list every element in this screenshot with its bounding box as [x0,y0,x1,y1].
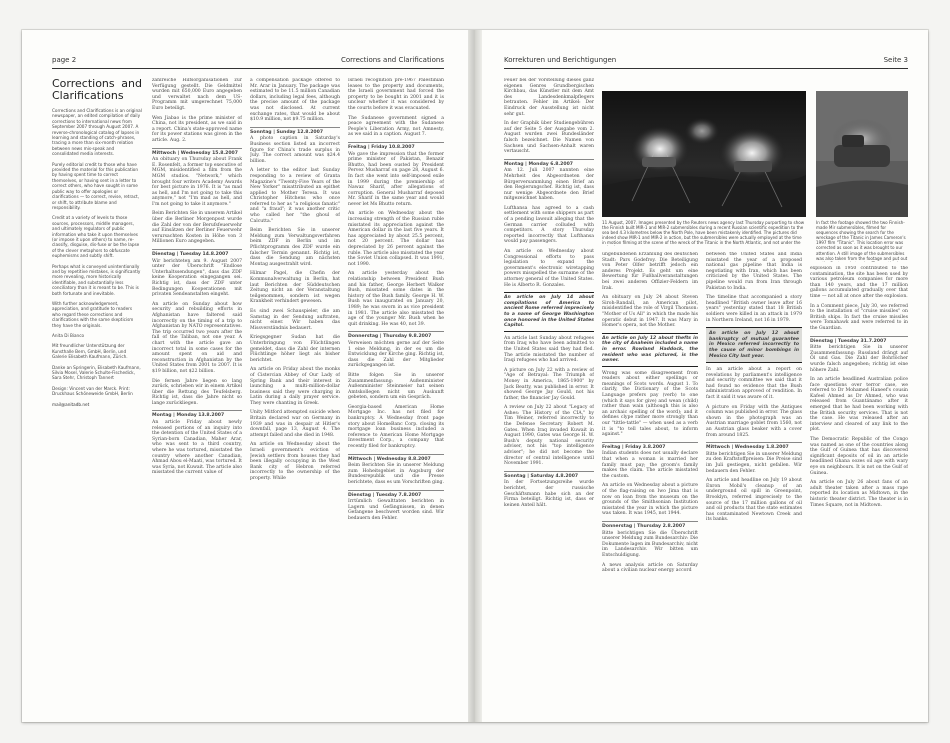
intro-body [52,108,142,407]
correction-entry: An article Friday about newly released portions of an inquiry into the detention of the United States of a Syrian-born Canadian, Maher Arar, who was sent to a third country, where he was tortured, misstated the country where another Canadian, Ahmad Abou el-Maati, was tortured. It was Syria, not Kuwait. The article also misstated the current value of [152,420,242,476]
intro-column [52,78,142,698]
correction-entry: An article on Sunday about how security and rebuilding efforts in Afghanistan have faltered said incorrectly on the timing of a trip to Afghanistan by NATO representatives. The trip occurred two years after the fall of the Taliban, not one year. A chart with the article gave an incorrect total in some cases for the amount spent on aid and reconstruction in Afghanistan by the United States from 2001 to 2007. It is $19 billion, not $22 billion. [152,301,242,374]
page-number-right: Seite 3 [883,56,908,64]
correction-entry: explosion in 1950 contributed to the contamination, the site has been used by various petroleum companies for more than 140 years, and the 17 million gallons accumulated gradually over that time — not all at once after the explosion. [810,266,908,299]
correction-entry: An article on Wednesday about a picture of the flag-raising on Iwo Jima that is now on loan from the museum on the grounds of the Smithsonian Institution misstated the year in which the picture was taken. It was 1945, not 1944. [602,483,698,517]
photo-caption-secondary: In fact the footage showed the two Finnish-made Mir submersibles, filmed for sequences showing the search for the wreckage of the Titanic in James Cameron's 1997 film "Titanic". This location error was corrected as soon as it was brought to our attention. A still image of the submersibles was also taken from the footage and put out [816,220,908,261]
correction-entry: A picture on Friday with the Antiques column was published in error. The glass shown in the photograph was an Austrian marriage goblet from 1560, not an Austrian glass beaker with a cover from around 1825. [706,404,802,438]
left-page [22,30,468,722]
correction-entry: A news analysis article on Saturday about a civilian nuclear energy accord [602,562,698,574]
correction-entry: Am 12. Juli 2007 nannten eine Mehrheit des Abgeordneten der Bürgerversammlung einen Brief an den Regierungschef. Richtig ist, dass nur wenige Abgeordnete den Brief mitgezeichnet haben. [504,168,594,202]
correction-entry: Unity Mitford attempted suicide when Britain declared war on Germany in 1939 and was in despair at Hitler's downfall, page 13, August 4. The attempt failed and she died in 1948. [250,410,340,438]
correction-entry: Beim Berichten Sie in unserem Artikel über die Berliner Morgenpost wurde die Zahl der von der Berufsfeuerwehr auf Einsätzen der Berliner Feuerwehr verursachten Kosten in Höhe von 3 Millionen Euro angegeben. [152,211,242,245]
correction-entry: In an article about a report on revelations by parliament's intelligence and security committee we said that it had found no evidence that the Bush administration approved of rendition. In fact it said it was aware of it. [706,367,802,401]
correction-entry: Wir berichteten am 9. August 2007 unter der Überschrift "Endlose Unterhaltssendungen", dass das ZDF keine Kooperation eingegangen sei. Richtig ist, dass der ZDF unter Bedingungen Kooperationen mit privaten Sendeanstalten eingeht. [152,258,242,298]
correction-entry: Bitte berichtigen Sie in unserer Meldung zu den Kraftstoffpreisen: Die Preise sind im Juli gestiegen, nicht gefallen. Wir bedauern den Fehler. [706,451,802,474]
correction-entry: The timeline that accompanied a story headlined "British owner leave after 16 years" yesterday stated that 18 British soldiers were killed in an attack in 1979 in Northern Ireland, not 16 in 1979. [706,295,802,323]
correction-entry: A picture on July 22 with a review of "Age of Betrayal: The Triumph of Money in America, 1865-1900" by Jack Beatty, was published in error. It showed George Jay Gould, not his father, the financier Jay Gould. [504,367,594,401]
correction-entry: In a Comment piece, July 30, we referred to the installation of "cruise missiles" on British ships. In fact the cruise missiles were Tomahawk and were referred to in the Guardian. [810,303,908,331]
date-heading: Mittwoch | Wednesday 1.8.2007 [706,442,802,451]
intro-paragraph: Corrections and Clarifications is an original newspaper, an edited compilation of daily corrections to international news from September 2007 through August 2007. A reverse-chronological catalog of lapses in learning and standing of catch-phrases, tracing a more than six-month relation between news mis-speak and consolidated media interests. [52,108,142,157]
pull-quote: An article on July 14 about compilations of America to ancient Rome referred imprecisely to a name of George Washington once honored in the United States Capitol. [504,292,594,332]
photo-caption: 11 August, 2007. Images presented by the Reuters news agency last Thursday purporting to show the Finnish built MIR-1 and MIR-2 submersibles during a recent Russian scientific expedition to the sea bed 4.3 kilometres below the North Pole, have been mistakenly identified. The pictures did indeed show MIR-1 and MIR-2 in action, but the submersibles were actually employed at the time in motion filming at the scene of the wreck of the Titanic in the North Atlantic, and not under the [602,220,805,246]
newspaper-spread [22,30,928,722]
correction-entry: An article yesterday about the relationship between President Bush and his father, George Herbert Walker Bush, misstated some dates in the history of the Bush family. George H. W. Bush was inaugurated on January 20, 1989; he was sworn in as vice president in 1981. The article also misstated the age of the younger Mr. Bush when he quit drinking. He was 40, not 39. [348,271,444,327]
date-heading: Dienstag | Tuesday 7.8.2007 [348,490,444,499]
correction-entry: Irrtümlich Gewalttaten berichten in Lagern und Gefängnissen, in denen Gefangene beschwert worden sind. Wir bedauern den Fehler. [348,499,444,521]
correction-entry: The Democratic Republic of the Congo was named as one of the countries along the Gulf of Guinea that has discovered significant deposits of oil in an article headlined Ghana oozes oil age with wary eye on neighbours. It is not on the Gulf of Guinea. [810,437,908,476]
right-column-1 [504,78,594,703]
correction-entry: Die fernen Jahre liegen so lang zurück, schrieben wir in einem Artikel über die Rettung des Teufelsberg. Richtig ist, dass die Jahre nicht so lange zurückliegen. [152,378,242,406]
correction-entry: Wrong was some disagreement from readers about either spellings or meanings of Scots words. August 1. To clarify, the Dictionary of the Scots Language prefers pay (verb) to one (which it says for give) and wean (child) rather than wain (although this is also an archaic spelling of the word); and it defines clype rather more strongly than our "tittle-tattle" — when used as a verb it is "to tell tales about, to inform against." [602,370,698,438]
correction-entry: An article on Wednesday about the Israeli government's eviction of Jewish settlers from houses they had been illegally occupying in the West Bank city of Hebron referred incorrectly to the ownership of the property. While [250,442,340,481]
correction-entry: The Sudanese government signed a peace agreement with the Sudanese People's Liberation Army, not Amnesty, as we said in a caption. August 7. [348,115,444,138]
intro-paragraph: Credit at a variety of levels to those sources, processors, middle managers, and ultimately regulators of public information who take it upon themselves (or impose it upon others) to name, re-classify, disguise, dis-fuse or be the lapse of the clever metaphors to obfuscate euphemisms and subtly shift. [52,215,140,259]
correction-entry: Verweisen möchten gerne auf der Seite 1 eine Meldung, in der es um die Entwicklung der Kirche ging. Richtig ist, dass die Zahl der Mitglieder zurückgegangen ist. [348,340,444,369]
intro-credit: Design: Vincent van der Marck. Print: Druckhaus Schöneweide GmbH, Berlin [52,385,133,397]
left-column-3 [348,78,444,703]
photo-submersibles-1 [602,91,806,217]
pull-quote: An article on July 12 about bankruptcy of mutual guarantee in Mexico referred incorrectly to the cause of minor bombings in Mexico City last year. [706,327,802,363]
page-number-left: page 2 [52,56,77,64]
correction-entry: We gave the impression that the former prime minister of Pakistan, Benazir Bhutto, had been ousted by President Pervez Musharraf on page 28, August 6. In fact she went into self-imposed exile in 1999 during the premiership of Nawaz Sharif, after allegations of corruption. General Musharraf deposed Mr. Sharif in the same year and would never let Ms Bhutto return. [348,151,444,207]
intro-title: Corrections and Clarifications [52,78,142,102]
correction-entry: Wen Jiabao is the prime minister of China, not its president, as we said in a report. China's state-approved name for its power stations was given in the article. Aug. 2. [152,115,242,143]
correction-entry: Beim Berichten Sie in unserer Meldung zum Hoheitsgebiet in Augsburg der Bundesrepublik und die Presse berichtete, dass es um Vorschriften ging. [348,463,444,485]
right-page [482,30,928,722]
head-rule-left [52,68,444,69]
correction-entry: Lufthansa has agreed to a cash settlement with some shippers as part of a pending lawsuit alleging that the German carrier colluded with competitors. A story Thursday reported incorrectly that Lufthansa would pay passengers. [504,205,594,245]
date-heading: Mittwoch | Wednesday 8.8.2007 [348,454,444,463]
correction-entry: Bitte berichtigen Sie in unserer Zusammenfassung: Russland drängt auf Öl und Gas. Die Zahl der Bohrlöcher wurde falsch angegeben; richtig ist eine höhere Zahl. [810,345,908,373]
correction-entry: An obituary on Thursday about Frank E. Rosenfelt, a former top executive of MGM, misidentified a film from the MGM studios. "Network," which brought four writers Academy Awards for best picture in 1976. It is "as mad as hell, and I'm not going to take this anymore," not "I'm mad as hell, and I'm not going to take it anymore." [152,157,242,207]
correction-entry: ungebundenen Erzählung des deutschen Stadt: Pars Godefroy. Die Beteiligung von Peter Olfer betrifft jedoch ein anderes Projekt. Es geht um eine Bewertung für Fußballveranstaltungen bei zwei anderen Offizier-Feldern im Irak. [602,252,698,291]
intro-paragraph: Perhaps what is conveyed unintentionally and by repetitive mistakes, is significantly more revealing, more historically identifiable, and substantially less conciliatory than it is meant to be. This is both fortunate and inevitable. [52,263,141,296]
correction-entry: In der Graphik über Studiengebühren auf der Seite 5 der Ausgabe vom 2. August wurden zwei Bundesländer falsch bezeichnet. Die Namen von Sachsen und Sachsen-Anhalt waren vertauscht. [504,121,594,155]
left-column-2 [250,78,340,703]
head-rule-right [504,68,908,69]
correction-entry: An article on Wednesday about the increasing strength of the Russian ruble misstated its appreciation against the American dollar in the last five years. It has appreciated by about 25.5 percent, not 20 percent. The dollar has depreciated by 26 percent against the ruble. The article also misstated the year the Soviet Union collapsed. It was 1991, not 1990. [348,211,444,267]
correction-entry: A letter to the editor last Sunday responding to a review of Granta Magazine's "Twenty-Five Years of the New Yorker" misattributed an epithet applied to Mother Teresa. It was Christopher Hitchens who once referred to her as "a religious fanatic" and "a fraud"; it was another critic who called her "the ghoul of Calcutta." [250,168,340,224]
correction-entry: In an article headlined Australian police face questions over terror case, we referred to Dr Mohamed Haneef's cousin Kafeel Ahmed as Dr Ahmed, who was released from Guantánamo after it emerged that he had been working with the British security services. That is not the case. He was released after an interview and cleared of any link to the plot. [810,377,908,433]
correction-entry: Kriegsgegner Sudan hat die Unterbringung von Flüchtlingen gemeldet, dass die Zahl der internen Flüchtlinge höher liegt als bisher berichtet. [250,335,340,363]
date-heading: Freitag | Friday 10.8.2007 [348,142,444,151]
correction-entry: Indian students does not usually declare that when a woman is married her family must pay; the groom's family makes the claim. The article misstated the custom. [602,451,698,479]
intro-credit: Danke an Springerin, Elisabeth Kaufmann, Silvia Mosel, Valerie Schulte-Fischedick, Sara Stehr, Christoph Tannert [52,364,141,381]
contact-email[interactable]: mail@anitadb.net [52,401,90,407]
page-fold [468,30,482,722]
correction-entry: Georgia-based American Home Mortgage Inc. has not filed for bankruptcy. A Wednesday front page story about HomeBanc Corp. closing its mortgage loan business included a reference to American Home Mortgage Investment Corp., a company that recently filed for bankruptcy. [348,404,444,450]
date-heading: Donnerstag | Thursday 2.8.2007 [602,521,698,530]
correction-entry: Israeli recognition pre-1967 Palestinian leases to the property and documents, the Israeli government had forced the property to be bought in 2001 and it is unclear whether it was considered by the courts before it was evacuated. [348,78,444,111]
correction-entry: An article and headline on July 19 about Enron Mobil's cleanup of an underground oil spill in Greenpoint, Brooklyn, referred imprecisely to the source of the 17 million gallons of oil and oil products that the state estimates has contaminated Newtown Creek and its banks. [706,478,802,523]
correction-entry: Bitte berichtigen Sie die Überschrift unserer Meldung zum Bundesarchiv: Die Dokumente lagen im Bundesarchiv, nicht im Landesarchiv. Wir bitten um Entschuldigung. [602,530,698,558]
intro-credit: Mit freundlicher Unterstützung der Kunsthalle Bern, GmbH, Berlin, und Galerie Elisabeth Kaufmann, Zürich. [52,343,128,360]
right-column-3 [706,252,802,704]
correction-entry: An article on Friday about the monks of Cistercian Abbey of Our Lady of Spring Bank and their interest in launching a multi-million-dollar business said they were charging in Latin during a daily prayer service. They were chanting in Greek. [250,367,340,406]
date-heading: Dienstag | Tuesday 14.8.2007 [152,249,242,258]
correction-entry: An article on Wednesday about Congressional efforts to pass legislation to expand the government's electronic wiretapping powers misspelled the surname of the attorney general of the United States. He is Alberto R. Gonzales. [504,249,594,288]
date-heading: Dienstag | Tuesday 31.7.2007 [810,336,908,345]
correction-entry: Hilmar Pagel, die Chefin der Kommunalverwaltung in Berlin, hat laut Berichten der Süddeutschen Zeitung nicht an der Veranstaltung teilgenommen, sondern ist wegen Krankheit verhindert gewesen. [250,271,340,305]
date-heading: Freitag | Friday 3.8.2007 [602,442,698,451]
correction-entry: Beim Berichten Sie in unserer Meldung zum Verwaltungsverfahren beim ZDF in Berlin und im Pflichtprogramm des ZDF wurde ein falscher Termin genannt. Richtig ist, dass die Sendung am nächsten Montag ausgestrahlt wird. [250,228,340,267]
correction-entry: Feuer bei der Vorstellung dieses ganz eigenen Genres Grundbergischen Kirchbau, das Künstler mit dem Amt des Landesdenkmalpflegers betrauten. Fehler im Artikel: Der Eindruck der Ausstellung ist nicht sehr gut. [504,78,594,117]
correction-entry: In der Fortsetzungsreihe wurde berichtet, der russische Geschäftsmann habe sich an der Firma beteiligt. Richtig ist, dass er keinen Anteil hält. [504,480,594,508]
correction-entry: An obituary on July 24 about Steven Siroh-Randall, an American pilot, misidentified the role of Virgil Thomson: "Mother of Us All" in which the made his operatic debut in 1947. It was Mary in Homer's opera, not the Mother. [602,295,698,329]
running-head-right: Korrekturen und Berichtigungen [504,56,617,64]
date-heading: Sonntag | Sunday 12.8.2007 [250,127,340,136]
correction-entry: zahlreiche Hilfsorganisationen zur Verfügung gestellt. Die Geldmittel wurden mit 650,000 Euro angegeben und verwaltet nach dem US-Programm mit umgerechnet 75,000 Euro beteiligt. [152,78,242,111]
date-heading: Montag | Monday 13.8.2007 [152,410,242,419]
running-head-left: Corrections and Clarifications [340,56,444,64]
right-column-2 [602,252,698,704]
photo-submersibles-2 [816,91,908,217]
correction-entry: Bitte folgen Sie in unserer Zusammenfassung: Außenminister Außenminister Steinmeier hat seinen Amtskollegen nicht um Auskunft gebeten, sondern um ein Gespräch. [348,372,444,401]
pull-quote: An article on July 12 about thefts in the city of Anaheim included a name in error. Rowland Haddock, the resident who was pictured, is the owner. [602,333,698,367]
date-heading: Mittwoch | Wednesday 15.8.2007 [152,148,242,157]
right-column-4 [810,266,908,704]
intro-paragraph: With further acknowledgement, appreciation, and gratitude to readers who regard these corrections and clarifications with the same skepticism they have the originals. [52,301,134,328]
intro-paragraph: Purely editorial credit to those who have provided the material for this publication by having spent time to correct themselves, or having sent in a letter to correct others, who have sought in some public way to offer apologies or clarifications — to correct, revise, retract, or shift, to attribute blame and responsibility. [52,161,140,210]
correction-entry: between the United States and India misstated the year of a proposed national gas pipeline that India is negotiating with Iran, which has been criticized by the United States. The pipeline would run from Iran through Pakistan to India. [706,252,802,291]
correction-entry: a compensation package offered to Mr. Arar in January. The package was estimated to be 11.5 million Canadian dollars, including legal fees, although the precise amount of the package was not disclosed. At current exchange rates, that would be about $10.9 million, not $9.75 million. [250,78,340,123]
correction-entry: Es sind zwei Schauspieler, die am Samstag in der Sendung auftraten, nicht einer. Wir haben das Missverständnis bedauert. [250,308,340,331]
left-column-1 [152,78,242,703]
date-heading: Sonntag | Saturday 4.8.2007 [504,471,594,480]
correction-entry: A photo caption in Saturday's Business section listed an incorrect figure for China's trade surplus in July. The correct amount was $24.4 billion. [250,136,340,164]
correction-entry: An article last Sunday about refugees from Iraq who have been admitted to the United States said they had fled. The article misstated the number of Iraqi refugees who had arrived. [504,335,594,364]
intro-signature: Anita Di Bianco [52,333,85,339]
correction-entry: A review on July 22 about "Legacy of Ashes: The History of the CIA," by Tim Weiner, referred incorrectly to the Defense Secretary Robert M. Gates. When Iraq invaded Kuwait in August 1990, Gates was George H. W. Bush's deputy national security adviser, not his "top intelligence adviser"; he did not become the director of central intelligence until November 1991. [504,405,594,467]
date-heading: Donnerstag | Thursday 9.8.2007 [348,331,444,340]
date-heading: Montag | Monday 6.8.2007 [504,159,594,168]
correction-entry: An article on July 26 about fans of an adult theater taken after a mass rape reported its location as Midtown, in the historic theater district. The theater is in Times Square, not in Midtown. [810,480,908,508]
